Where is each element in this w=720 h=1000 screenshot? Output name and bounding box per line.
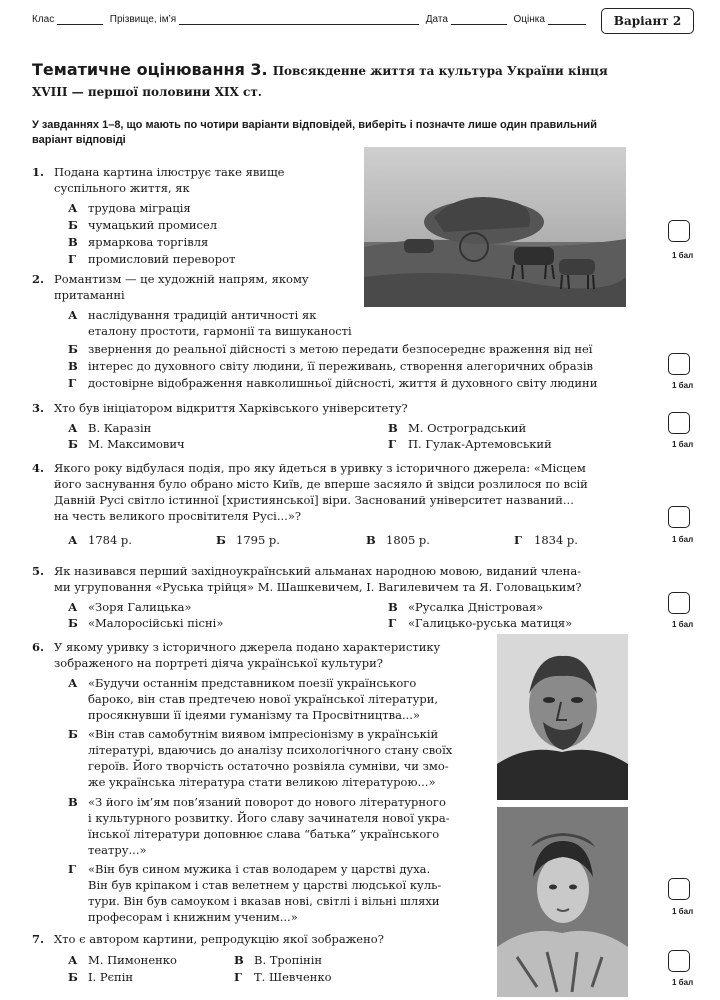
q3-text: Хто був ініціатором відкриття Харківського університету? (54, 401, 408, 415)
option-text: звернення до реальної дійсності з метою передати безпосереднє враження від неї (88, 342, 593, 356)
option-line: «Він став самобутнім виявом імпресіонізму в українській (88, 727, 439, 741)
date-label: Дата (425, 14, 448, 25)
q2-option-b[interactable] (68, 341, 592, 357)
name-field[interactable] (179, 14, 419, 25)
q2-line2: притаманні (54, 288, 125, 302)
q3-option-a[interactable] (68, 420, 151, 436)
option-line: і культурного розвитку. Його славу зачинателя нової укра- (88, 811, 450, 825)
option-text: достовірне відображення навколишньої дійсності, життя й духовного світу людини (88, 376, 598, 390)
option-text: ярмаркова торгівля (88, 235, 209, 249)
option-letter: В (366, 533, 376, 547)
q6-option-c[interactable] (68, 794, 488, 858)
portrait-writer (497, 634, 628, 800)
q4-points: 1 бал (672, 535, 694, 544)
option-letter: В (388, 421, 398, 435)
option-text: чумацький промисел (88, 218, 218, 232)
option-text: І. Рєпін (88, 970, 134, 984)
option-line: «Будучи останнім представником поезії українського (88, 676, 417, 690)
option-letter: В (68, 235, 78, 249)
grade-field[interactable] (548, 14, 586, 25)
q3-option-d[interactable] (388, 436, 552, 452)
q1-option-c[interactable] (68, 234, 208, 250)
option-text: М. Максимович (88, 437, 185, 451)
option-letter: Б (68, 727, 78, 741)
option-line: їнської літератури доповнює слава “батька” українського (88, 827, 440, 841)
q7-option-c[interactable] (234, 952, 322, 968)
option-letter: В (388, 600, 398, 614)
q2-line1: Романтизм — це художній напрям, якому (54, 272, 309, 286)
q4-line2: його заснування було обрано місто Київ, де вперше засяяло й звідси розлилося по всій (54, 477, 588, 491)
q5-option-a[interactable] (68, 599, 192, 615)
instruction: У завданнях 1–8, що мають по чотири варіанти відповідей, виберіть і позначте лише один правильний варіант відповіді (32, 119, 597, 146)
q3-points: 1 бал (672, 440, 694, 449)
option-line: просякнувши її ідеями гуманізму та Просвітництва...» (88, 708, 420, 722)
class-field[interactable] (57, 14, 103, 25)
option-text: «Зоря Галицька» (88, 600, 192, 614)
option-letter: В (68, 359, 78, 373)
student-header (32, 14, 586, 25)
q4-line4: на честь великого просвітителя Русі...»? (54, 509, 302, 523)
option-letter: Г (68, 862, 76, 876)
q4-text (54, 460, 634, 524)
title-sub-2: XVIII — першої половини XIX ст. (32, 85, 262, 99)
q2-number: 2. (32, 272, 45, 286)
q7-number: 7. (32, 932, 45, 946)
option-text: 1795 р. (236, 533, 280, 547)
option-text: «Русалка Дністровая» (408, 600, 544, 614)
q6-answer-box[interactable] (668, 878, 690, 900)
option-line: «Він був сином мужика і став володарем у царстві духа. (88, 862, 431, 876)
q6-points: 1 бал (672, 907, 694, 916)
q2-text (54, 271, 354, 303)
q7-points: 1 бал (672, 978, 694, 987)
q5-line2: ми угруповання «Руська трійця» М. Шашкевичем, І. Вагилевичем та Я. Головацьким? (54, 580, 582, 594)
option-text: 1784 р. (88, 533, 132, 547)
grade-label: Оцінка (513, 14, 545, 25)
option-line: Він був кріпаком і став велетнем у царстві людської куль- (88, 878, 442, 892)
q5-line1: Як називався перший західноукраїнський альманах народною мовою, виданий члена- (54, 564, 582, 578)
q5-points: 1 бал (672, 620, 694, 629)
q5-text (54, 563, 654, 595)
option-letter: Г (514, 533, 522, 547)
option-letter: Г (68, 252, 76, 266)
option-letter: А (68, 600, 78, 614)
option-text: Т. Шевченко (254, 970, 332, 984)
q6-number: 6. (32, 640, 45, 654)
option-line: бароко, він став предтечею нової української літератури, (88, 692, 439, 706)
q3-option-b[interactable] (68, 436, 185, 452)
option-letter: А (68, 533, 78, 547)
option-text: трудова міграція (88, 201, 191, 215)
q6-text (54, 639, 494, 671)
option-text: В. Тропінін (254, 953, 323, 967)
portrait-woman-painting (497, 807, 628, 997)
option-text: «Галицько-руська матиця» (408, 616, 573, 630)
chumak-painting (364, 147, 626, 307)
q4-option-d[interactable] (514, 532, 578, 548)
q5-number: 5. (32, 564, 45, 578)
option-letter: Б (68, 218, 78, 232)
q1-text (54, 164, 354, 196)
q3-answer-box[interactable] (668, 412, 690, 434)
page-title (32, 60, 672, 102)
option-line: героїв. Його творчість остаточно розвіяла сумніви, чи змо- (88, 759, 449, 773)
option-text-2: еталону простоти, гармонії та вишуканості (88, 324, 352, 338)
option-line: же українська література стати великою літературою...» (88, 775, 436, 789)
q4-answer-box[interactable] (668, 506, 690, 528)
option-letter: Б (68, 616, 78, 630)
option-letter: Б (68, 970, 78, 984)
q7-answer-box[interactable] (668, 950, 690, 972)
option-text: М. Остроградський (408, 421, 527, 435)
option-text: інтерес до духовного світу людини, її переживань, створення алегоричних образів (88, 359, 594, 373)
date-field[interactable] (451, 14, 507, 25)
option-letter: Б (68, 437, 78, 451)
q3-option-c[interactable] (388, 420, 526, 436)
q1-line1: Подана картина ілюструє таке явище (54, 165, 285, 179)
q2-points: 1 бал (672, 381, 694, 390)
class-label: Клас (32, 14, 55, 25)
q2-option-c[interactable] (68, 358, 593, 374)
option-text: П. Гулак-Артемовський (408, 437, 552, 451)
option-letter: Г (388, 616, 396, 630)
q5-option-d[interactable] (388, 615, 572, 631)
q4-option-c[interactable] (366, 532, 430, 548)
option-letter: А (68, 308, 78, 322)
q3-number: 3. (32, 401, 45, 415)
q7-text: Хто є автором картини, репродукцію якої зображено? (54, 932, 384, 946)
q6-option-b[interactable] (68, 726, 488, 790)
option-text: 1805 р. (386, 533, 430, 547)
q1-line2: суспільного життя, як (54, 181, 190, 195)
option-letter: А (68, 201, 78, 215)
q2-answer-box[interactable] (668, 353, 690, 375)
q6-option-a[interactable] (68, 675, 488, 723)
option-letter: Г (68, 376, 76, 390)
q7-option-a[interactable] (68, 952, 177, 968)
option-letter: А (68, 676, 78, 690)
option-letter: Б (216, 533, 226, 547)
option-letter: А (68, 953, 78, 967)
q7-option-b[interactable] (68, 969, 133, 985)
q1-number: 1. (32, 165, 45, 179)
q4-number: 4. (32, 461, 45, 475)
name-label: Прізвище, ім’я (109, 14, 177, 25)
q5-option-c[interactable] (388, 599, 543, 615)
option-text: «Малоросійські пісні» (88, 616, 224, 630)
option-line: тури. Він був самоуком і вказав нові, світлі і вільні шляхи (88, 894, 440, 908)
q4-line3: Давній Русі світло істинної [християнської] віри. Заснований університет названий... (54, 493, 574, 507)
q5-option-b[interactable] (68, 615, 223, 631)
option-text: М. Пимоненко (88, 953, 177, 967)
option-line: літературі, вдаючись до аналізу психологічного стану своїх (88, 743, 453, 757)
q4-option-b[interactable] (216, 532, 280, 548)
q1-option-d[interactable] (68, 251, 235, 267)
q2-option-d[interactable] (68, 375, 597, 391)
title-sub-1: Повсякденне життя та культура України кінця (272, 64, 608, 78)
option-letter: В (68, 795, 78, 809)
q5-answer-box[interactable] (668, 592, 690, 614)
option-text: 1834 р. (534, 533, 578, 547)
q6-line2: зображеного на портреті діяча української культури? (54, 656, 383, 670)
option-letter: Б (68, 342, 78, 356)
option-line: театру...» (88, 843, 147, 857)
option-line: «З його ім’ям пов’язаний поворот до нового літературного (88, 795, 446, 809)
q1-option-a[interactable] (68, 200, 191, 216)
variant-badge: Варіант 2 (601, 8, 694, 34)
option-letter: Г (388, 437, 396, 451)
option-text: В. Каразін (88, 421, 152, 435)
q1-points: 1 бал (672, 251, 694, 260)
option-letter: Г (234, 970, 242, 984)
option-letter: В (234, 953, 244, 967)
q4-line1: Якого року відбулася подія, про яку йдеться в уривку з історичного джерела: «Місцем (54, 461, 586, 475)
option-text: наслідування традицій античності як (88, 308, 317, 322)
q1-answer-box[interactable] (668, 220, 690, 242)
q2-option-a[interactable] (68, 307, 352, 339)
title-main: Тематичне оцінювання 3. (32, 60, 268, 79)
q6-option-d[interactable] (68, 861, 488, 925)
q7-option-d[interactable] (234, 969, 332, 985)
q4-option-a[interactable] (68, 532, 132, 548)
option-letter: А (68, 421, 78, 435)
option-text: промисловий переворот (88, 252, 236, 266)
q1-option-b[interactable] (68, 217, 217, 233)
option-line: професорам і книжним ученим...» (88, 910, 298, 924)
q6-line1: У якому уривку з історичного джерела подано характеристику (54, 640, 441, 654)
